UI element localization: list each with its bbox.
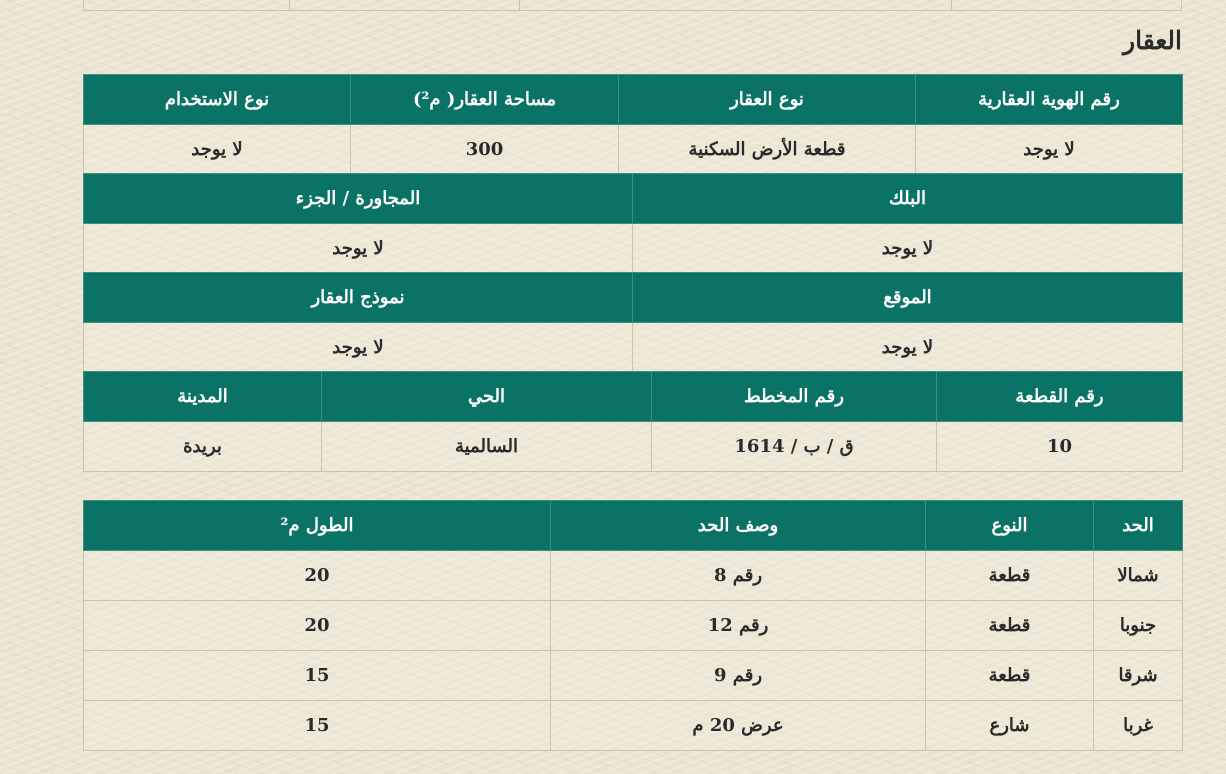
- boundary-length: 15: [84, 701, 551, 751]
- block-table: [83, 173, 1183, 274]
- boundary-length: 20: [84, 551, 551, 601]
- header-neighborhood-part: المجاورة / الجزء: [84, 174, 633, 224]
- header-plot-number: رقم القطعة: [937, 372, 1183, 422]
- property-id-table: [83, 74, 1183, 175]
- boundary-description: رقم 12: [551, 601, 926, 651]
- header-length: الطول م²: [84, 501, 551, 551]
- table-row: [84, 551, 1183, 601]
- boundary-length: 15: [84, 651, 551, 701]
- boundary-type: قطعة: [926, 551, 1094, 601]
- header-row: [84, 75, 1183, 125]
- header-location: الموقع: [633, 273, 1183, 323]
- header-property-area: مساحة العقار( م²): [351, 75, 619, 125]
- header-boundary-description: وصف الحد: [551, 501, 926, 551]
- header-block: البلك: [633, 174, 1183, 224]
- plot-table: [83, 371, 1183, 472]
- header-type: النوع: [926, 501, 1094, 551]
- value-block: لا يوجد: [633, 224, 1183, 274]
- header-row: [84, 273, 1183, 323]
- value-district: السالمية: [322, 422, 652, 472]
- header-city: المدينة: [84, 372, 322, 422]
- boundary-description: رقم 8: [551, 551, 926, 601]
- value-row: [84, 323, 1183, 373]
- value-property-id: لا يوجد: [916, 125, 1183, 175]
- header-district: الحي: [322, 372, 652, 422]
- value-row: [84, 224, 1183, 274]
- boundary-direction: شمالا: [1094, 551, 1183, 601]
- boundary-description: رقم 9: [551, 651, 926, 701]
- table-row: [84, 651, 1183, 701]
- value-property-area: 300: [351, 125, 619, 175]
- value-plot-number: 10: [937, 422, 1183, 472]
- value-plan-number: ق / ب / 1614: [652, 422, 937, 472]
- value-row: [84, 422, 1183, 472]
- boundary-type: قطعة: [926, 601, 1094, 651]
- header-row: [84, 174, 1183, 224]
- header-boundary: الحد: [1094, 501, 1183, 551]
- header-row: [84, 501, 1183, 551]
- value-property-model: لا يوجد: [84, 323, 633, 373]
- boundary-direction: غربا: [1094, 701, 1183, 751]
- value-city: بريدة: [84, 422, 322, 472]
- boundary-length: 20: [84, 601, 551, 651]
- table-row: [84, 701, 1183, 751]
- value-location: لا يوجد: [633, 323, 1183, 373]
- location-table: [83, 272, 1183, 373]
- value-neighborhood-part: لا يوجد: [84, 224, 633, 274]
- table-row: [84, 601, 1183, 651]
- header-usage-type: نوع الاستخدام: [84, 75, 351, 125]
- value-usage-type: لا يوجد: [84, 125, 351, 175]
- boundary-description: عرض 20 م: [551, 701, 926, 751]
- boundary-type: شارع: [926, 701, 1094, 751]
- boundary-direction: جنوبا: [1094, 601, 1183, 651]
- boundaries-table: [83, 500, 1183, 751]
- header-property-type: نوع العقار: [619, 75, 916, 125]
- value-property-type: قطعة الأرض السكنية: [619, 125, 916, 175]
- header-property-id: رقم الهوية العقارية: [916, 75, 1183, 125]
- value-row: [84, 125, 1183, 175]
- boundary-type: قطعة: [926, 651, 1094, 701]
- previous-table-edge: [83, 0, 1182, 10]
- header-property-model: نموذج العقار: [84, 273, 633, 323]
- header-plan-number: رقم المخطط: [652, 372, 937, 422]
- section-title: العقار: [1123, 26, 1182, 55]
- boundary-direction: شرقا: [1094, 651, 1183, 701]
- header-row: [84, 372, 1183, 422]
